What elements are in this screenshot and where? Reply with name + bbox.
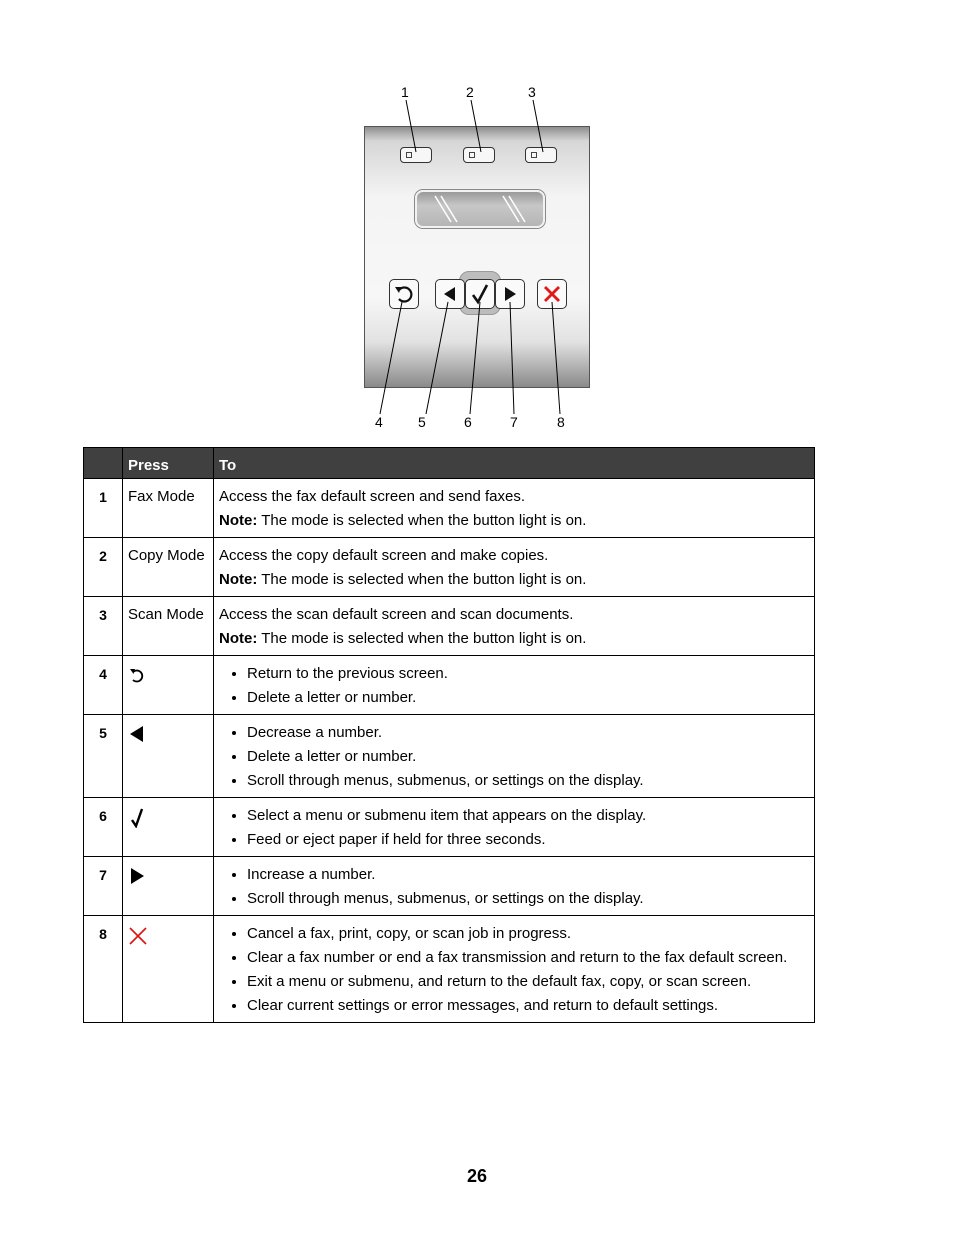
press-icon-cell <box>123 656 214 715</box>
description-text: Access the fax default screen and send faxes. <box>219 488 526 505</box>
note-label: Note: <box>219 512 258 529</box>
table-row <box>84 597 815 656</box>
callout-6: 6 <box>464 414 472 430</box>
list-item: • Select a menu or submenu item that appears on the display. <box>247 804 809 828</box>
table-row <box>84 798 815 857</box>
back-arrow-icon <box>128 666 146 684</box>
callout-1: 1 <box>401 84 409 100</box>
note-text <box>219 509 809 533</box>
table-row <box>84 916 815 1023</box>
note-text <box>219 568 809 592</box>
note-body: The mode is selected when the button light is on. <box>257 630 587 647</box>
description-cell <box>214 857 815 916</box>
description-cell <box>214 538 815 597</box>
row-number: 6 <box>84 798 123 857</box>
description-cell <box>214 798 815 857</box>
control-panel-figure <box>360 80 600 432</box>
table-header-row <box>84 448 815 479</box>
row-number: 3 <box>84 597 123 656</box>
description-cell <box>214 715 815 798</box>
note-text <box>219 627 809 651</box>
list-item: • Cancel a fax, print, copy, or scan job in progress. <box>247 922 809 946</box>
press-label: Copy Mode <box>123 538 214 597</box>
row-number: 1 <box>84 479 123 538</box>
row-number: 4 <box>84 656 123 715</box>
press-icon-cell <box>123 715 214 798</box>
table-row <box>84 538 815 597</box>
description-cell <box>214 656 815 715</box>
press-icon-cell <box>123 798 214 857</box>
note-label: Note: <box>219 571 258 588</box>
description-cell <box>214 916 815 1023</box>
list-item: • Clear a fax number or end a fax transmission and return to the fax default screen. <box>247 946 809 970</box>
list-item: • Delete a letter or number. <box>247 686 809 710</box>
note-body: The mode is selected when the button light is on. <box>257 512 587 529</box>
header-to: To <box>214 448 815 479</box>
list-item: • Return to the previous screen. <box>247 662 809 686</box>
table-row <box>84 857 815 916</box>
list-item: • Exit a menu or submenu, and return to the default fax, copy, or scan screen. <box>247 970 809 994</box>
note-label: Note: <box>219 630 258 647</box>
callout-8: 8 <box>557 414 565 430</box>
left-arrow-icon <box>128 725 146 743</box>
list-item: • Scroll through menus, submenus, or settings on the display. <box>247 887 809 911</box>
callout-3: 3 <box>528 84 536 100</box>
button-reference-table <box>83 447 815 1023</box>
row-number: 8 <box>84 916 123 1023</box>
page-number: 26 <box>466 1166 488 1186</box>
callout-5: 5 <box>418 414 426 430</box>
callout-leader-lines <box>360 80 600 432</box>
press-icon-cell <box>123 857 214 916</box>
table-row <box>84 479 815 538</box>
press-label: Scan Mode <box>123 597 214 656</box>
press-icon-cell <box>123 916 214 1023</box>
list-item: • Clear current settings or error messages, and return to default settings. <box>247 994 809 1018</box>
right-arrow-icon <box>128 867 146 885</box>
list-item: • Decrease a number. <box>247 721 809 745</box>
table-row <box>84 656 815 715</box>
row-number: 2 <box>84 538 123 597</box>
note-body: The mode is selected when the button light is on. <box>257 571 587 588</box>
row-number: 5 <box>84 715 123 798</box>
header-press: Press <box>123 448 214 479</box>
description-text: Access the scan default screen and scan documents. <box>219 606 574 623</box>
description-text: Access the copy default screen and make copies. <box>219 547 549 564</box>
callout-7: 7 <box>510 414 518 430</box>
select-check-icon <box>128 808 146 828</box>
list-item: • Increase a number. <box>247 863 809 887</box>
callout-2: 2 <box>466 84 474 100</box>
row-number: 7 <box>84 857 123 916</box>
table-row <box>84 715 815 798</box>
header-index <box>84 448 123 479</box>
cancel-x-icon <box>128 926 148 946</box>
press-label: Fax Mode <box>123 479 214 538</box>
list-item: • Feed or eject paper if held for three seconds. <box>247 828 809 852</box>
description-cell <box>214 479 815 538</box>
callout-4: 4 <box>375 414 383 430</box>
list-item: • Delete a letter or number. <box>247 745 809 769</box>
list-item: • Scroll through menus, submenus, or settings on the display. <box>247 769 809 793</box>
description-cell <box>214 597 815 656</box>
